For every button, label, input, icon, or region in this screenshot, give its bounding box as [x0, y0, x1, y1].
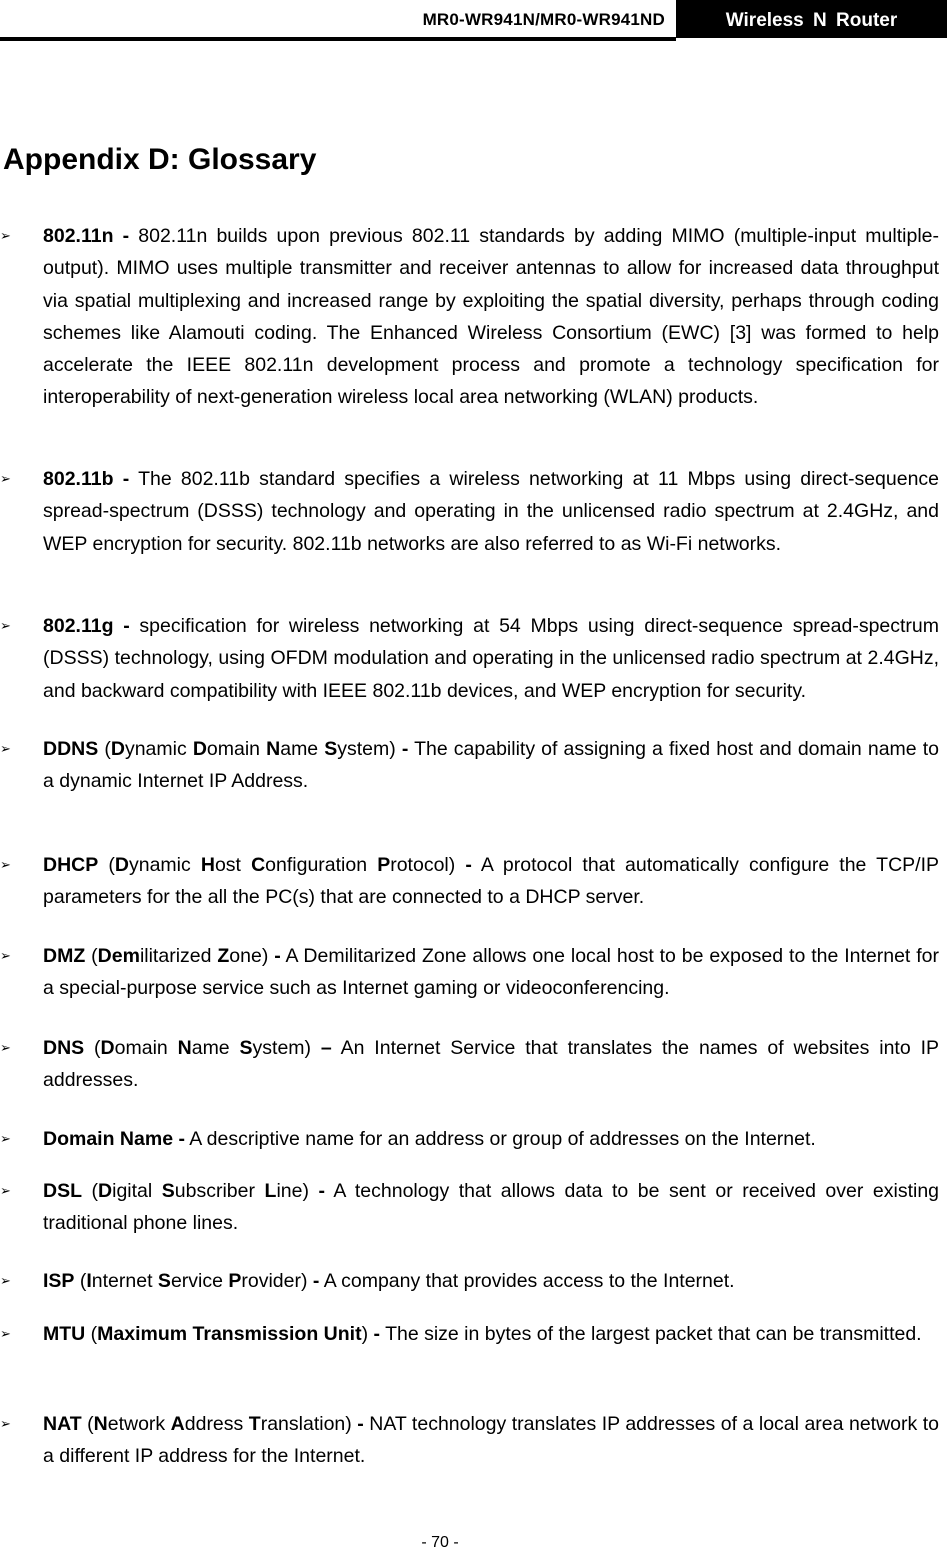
bullet-icon: ➢ — [0, 1131, 11, 1146]
acronym-text: ) — [361, 1323, 374, 1345]
acronym-letter: Maximum Transmission Unit — [97, 1323, 362, 1345]
acronym-text: omain — [206, 738, 267, 760]
bullet-icon: ➢ — [0, 1040, 11, 1055]
acronym-text: ( — [85, 945, 98, 967]
acronym-letter: S — [239, 1037, 253, 1059]
acronym-letter: D — [114, 854, 129, 876]
acronym-letter: I — [86, 1270, 92, 1292]
acronym-text: one) — [229, 945, 275, 967]
acronym-letter: S — [157, 1270, 171, 1292]
page-number: - 70 - — [421, 1534, 459, 1551]
bullet-icon: ➢ — [0, 1183, 11, 1198]
acronym-letter: S — [324, 738, 338, 760]
acronym-text: ost — [214, 854, 252, 876]
bullet-icon: ➢ — [0, 857, 11, 872]
glossary-term: DSL — [43, 1180, 82, 1202]
acronym-text: ystem) — [337, 738, 402, 760]
term-dash: – — [320, 1037, 332, 1059]
term-dash: - — [465, 854, 472, 876]
acronym-text: ( — [84, 1037, 101, 1059]
glossary-entry — [43, 1123, 939, 1155]
glossary-definition: A technology that allows data to be sent or received over existing traditional phone lines. — [43, 1180, 940, 1235]
glossary-term: DMZ — [43, 945, 86, 967]
acronym-letter: C — [251, 854, 266, 876]
acronym-text: ddress — [184, 1413, 249, 1435]
acronym-letter: P — [377, 854, 391, 876]
glossary-entry — [43, 463, 939, 560]
glossary-entry — [43, 1408, 939, 1473]
page-title: Appendix D: Glossary — [3, 143, 317, 176]
bullet-icon: ➢ — [0, 741, 11, 756]
glossary-term: 802.11b - — [43, 468, 130, 490]
glossary-definition: A company that provides access to the Internet. — [319, 1270, 735, 1292]
glossary-definition: A Demilitarized Zone allows one local host to be exposed to the Internet for a special-purpose service such as Internet gaming or videoconferencing. — [43, 945, 939, 1000]
glossary-definition: NAT technology translates IP addresses of a local area network to a different IP address for the Internet. — [43, 1413, 940, 1468]
acronym-text: ame — [280, 738, 325, 760]
bullet-icon: ➢ — [0, 948, 11, 963]
glossary-term: DDNS — [43, 738, 99, 760]
acronym-text: omain — [114, 1037, 178, 1059]
bullet-icon: ➢ — [0, 1326, 11, 1341]
bullet-icon: ➢ — [0, 1416, 11, 1431]
term-dash: - — [274, 945, 281, 967]
acronym-letter: L — [264, 1180, 277, 1202]
glossary-entry — [43, 1265, 939, 1297]
bullet-icon: ➢ — [0, 618, 11, 633]
term-dash: - — [401, 738, 409, 760]
glossary-term: DNS — [43, 1037, 85, 1059]
model-name: MR0-WR941N/MR0-WR941ND — [422, 10, 665, 29]
glossary-term: 802.11g - — [43, 615, 130, 637]
acronym-text: ranslation) — [260, 1413, 358, 1435]
glossary-term: NAT — [43, 1413, 82, 1435]
acronym-letter: N — [93, 1413, 108, 1435]
glossary-entry — [43, 849, 939, 914]
glossary-definition: A protocol that automatically configure the TCP/IP parameters for the all the PC(s) that are connected to a DHCP server. — [43, 854, 940, 909]
glossary-entry — [43, 733, 939, 798]
glossary-definition: The 802.11b standard specifies a wireless networking at 11 Mbps using direct-sequence spread-spectrum (DSSS) technology and operating in the unlicensed radio spectrum at 2.4GHz, and WEP encryption for security. 802.11b networks are also referred to as Wi-Fi networks. — [43, 468, 940, 555]
acronym-text: ubscriber — [174, 1180, 265, 1202]
term-dash: - — [318, 1180, 325, 1202]
glossary-definition: The size in bytes of the largest packet that can be transmitted. — [380, 1323, 922, 1345]
term-dash: - — [357, 1413, 364, 1435]
glossary-definition: An Internet Service that translates the names of websites into IP addresses. — [43, 1037, 939, 1092]
acronym-letter: D — [192, 738, 207, 760]
glossary-entry — [43, 940, 939, 1005]
acronym-letter: D — [100, 1037, 115, 1059]
acronym-letter: N — [177, 1037, 192, 1059]
acronym-text: nternet — [91, 1270, 158, 1292]
glossary-term: DHCP — [43, 854, 99, 876]
page-header — [0, 0, 947, 42]
acronym-text: ine) — [276, 1180, 319, 1202]
acronym-letter: A — [170, 1413, 185, 1435]
acronym-text: ervice — [170, 1270, 229, 1292]
acronym-text: ynamic — [124, 738, 193, 760]
acronym-text: ilitarized — [139, 945, 218, 967]
acronym-letter: D — [98, 1180, 113, 1202]
acronym-text: igital — [112, 1180, 162, 1202]
bullet-icon: ➢ — [0, 1273, 11, 1288]
glossary-definition: specification for wireless networking at 54 Mbps using direct-sequence spread-spectrum (DSSS) technology, using OFDM modulation and operating in the unlicensed radio spectrum at 2.4GHz, and backward compatibility with IEEE 802.11b devices, and WEP encryption for security. — [43, 615, 940, 702]
term-dash: - — [373, 1323, 380, 1345]
glossary-term: Domain Name - — [43, 1128, 185, 1150]
acronym-letter: N — [266, 738, 281, 760]
bullet-icon: ➢ — [0, 471, 11, 486]
acronym-text: ( — [82, 1180, 99, 1202]
acronym-letter: T — [248, 1413, 261, 1435]
acronym-letter: Z — [217, 945, 230, 967]
glossary-term: MTU — [43, 1323, 86, 1345]
glossary-entry — [43, 1318, 939, 1350]
acronym-letter: Dem — [97, 945, 140, 967]
product-tag: Wireless N Router — [676, 0, 947, 38]
glossary-definition: The capability of assigning a fixed host and domain name to a dynamic Internet IP Address. — [43, 738, 939, 793]
header-rule — [0, 37, 676, 41]
acronym-letter: P — [228, 1270, 242, 1292]
term-dash: - — [312, 1270, 320, 1292]
acronym-text: ynamic — [128, 854, 201, 876]
bullet-icon: ➢ — [0, 228, 11, 243]
acronym-text: etwork — [107, 1413, 171, 1435]
acronym-text: ( — [74, 1270, 87, 1292]
acronym-text: rovider) — [241, 1270, 313, 1292]
acronym-text: ( — [98, 854, 115, 876]
glossary-entry — [43, 220, 939, 414]
glossary-entry — [43, 1175, 939, 1240]
acronym-text: ystem) — [252, 1037, 321, 1059]
glossary-definition: 802.11n builds upon previous 802.11 standards by adding MIMO (multiple-input multiple-output). MIMO uses multiple transmitter and receiver antennas to allow for increased data throughput via spatial multiplexing and increased range by exploiting the spatial diversity, perhaps through coding schemes like Alamouti coding. The Enhanced Wireless Consortium (EWC) [3] was formed to help accelerate the IEEE 802.11n development process and promote a technology specification for interoperability of next-generation wireless local area networking (WLAN) products. — [43, 225, 939, 409]
acronym-letter: S — [161, 1180, 175, 1202]
glossary-entry — [43, 610, 939, 707]
acronym-text: ame — [191, 1037, 240, 1059]
glossary-definition: A descriptive name for an address or group of addresses on the Internet. — [184, 1128, 816, 1150]
acronym-text: ( — [81, 1413, 94, 1435]
acronym-letter: D — [110, 738, 125, 760]
glossary-entry — [43, 1032, 939, 1097]
glossary-term: 802.11n - — [43, 225, 130, 247]
acronym-text: ( — [85, 1323, 98, 1345]
acronym-text: rotocol) — [390, 854, 466, 876]
acronym-text: ( — [98, 738, 111, 760]
acronym-letter: H — [200, 854, 215, 876]
glossary-term: ISP — [43, 1270, 75, 1292]
acronym-text: onfiguration — [265, 854, 378, 876]
